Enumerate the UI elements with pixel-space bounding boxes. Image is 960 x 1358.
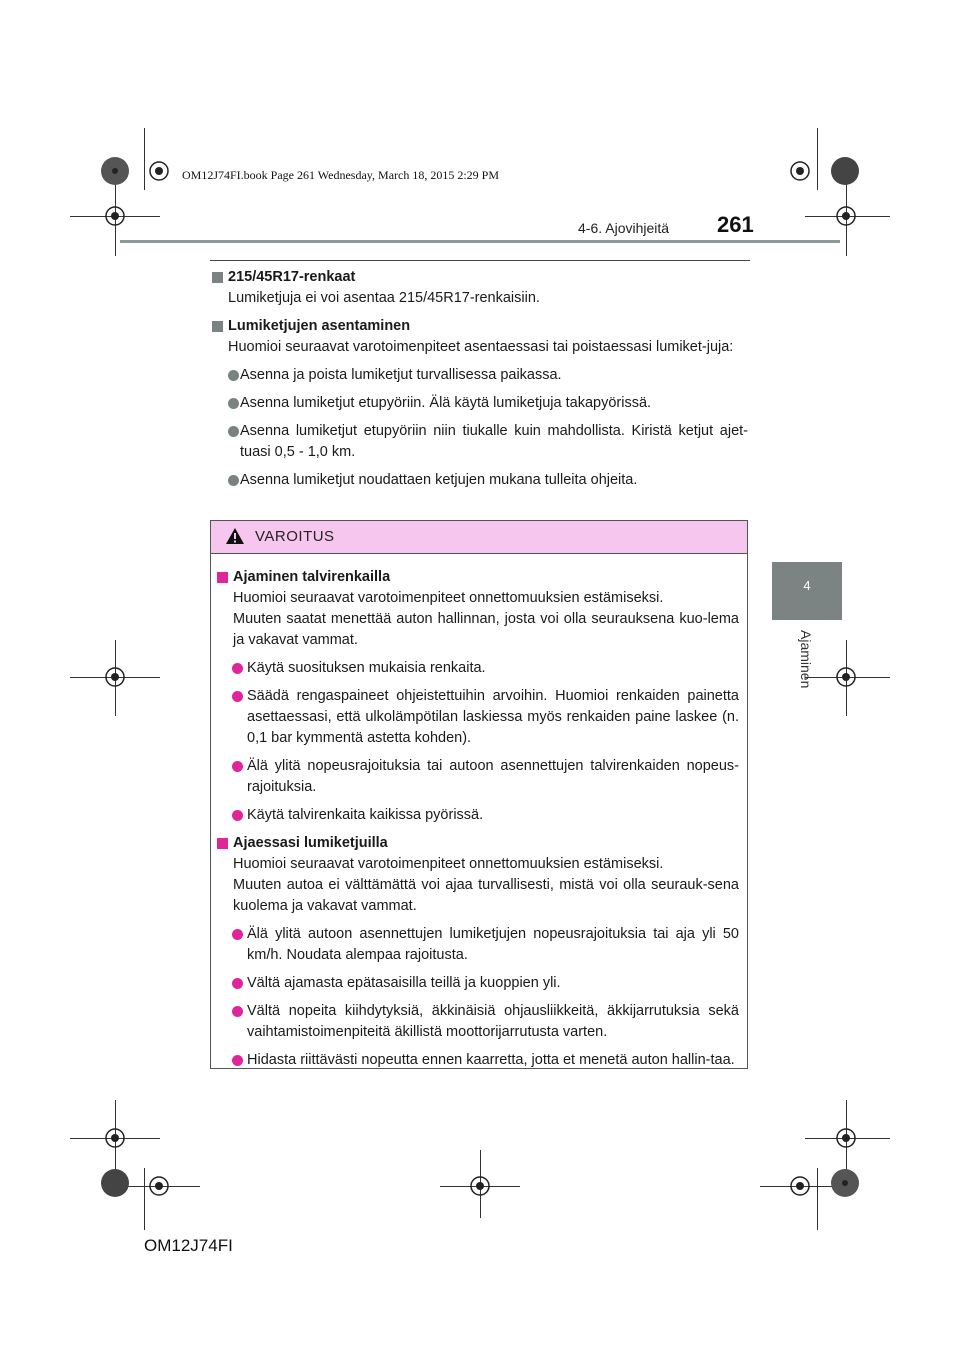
list-item: Vältä nopeita kiihdytyksiä, äkkinäisiä ohjausliikkeitä, äkkijarrutuksia sekä vaihtamistoimenpiteitä äkillistä moottorijarrutusta varten. <box>215 1001 739 1043</box>
section-heading: Lumiketjujen asentaminen <box>210 316 748 337</box>
warning-header <box>211 521 747 554</box>
paragraph: Huomioi seuraavat varotoimenpiteet onnettomuuksien estämiseksi. <box>233 590 664 606</box>
list-item: Asenna lumiketjut noudattaen ketjujen mukana tulleita ohjeita. <box>210 470 748 491</box>
section <box>210 316 748 491</box>
list-item: Asenna ja poista lumiketjut turvallisessa paikassa. <box>210 365 748 386</box>
registration-mark-icon <box>469 1175 491 1197</box>
warning-heading: Ajaessasi lumiketjuilla <box>215 833 739 854</box>
section <box>210 267 748 309</box>
chapter-tab[interactable]: 4 <box>772 562 842 620</box>
registration-mark-icon <box>104 1127 126 1149</box>
list-item: Älä ylitä nopeusrajoituksia tai autoon asennettujen talvirenkaiden nopeus-rajoituksia. <box>215 756 739 798</box>
warning-triangle-icon <box>225 527 245 545</box>
registration-mark-icon <box>835 666 857 688</box>
main-content <box>210 264 748 498</box>
section-heading: 215/45R17-renkaat <box>210 267 748 288</box>
paragraph: Huomioi seuraavat varotoimenpiteet asentaessasi tai poistaessasi lumiket-juja: <box>228 339 734 355</box>
footer-code: OM12J74FI <box>144 1236 233 1255</box>
warning-heading: Ajaminen talvirenkailla <box>215 567 739 588</box>
color-bar-icon <box>100 156 130 186</box>
list-item: Älä ylitä autoon asennettujen lumiketjujen nopeusrajoituksia tai aja yli 50 km/h. Noudata alempaa rajoitusta. <box>215 924 739 966</box>
registration-mark-icon <box>789 160 811 182</box>
list-item: Hidasta riittävästi nopeutta ennen kaarretta, jotta et menetä auton hallin-taa. <box>215 1050 739 1071</box>
warning-title: VAROITUS <box>255 528 335 545</box>
page-number: 261 <box>717 212 754 237</box>
list-item: Asenna lumiketjut etupyöriin niin tiukalle kuin mahdollista. Kiristä ketjut ajet-tuasi 0,5 - 1,0 km. <box>210 421 748 463</box>
chapter-label: Ajaminen <box>798 630 814 689</box>
list-item: Käytä talvirenkaita kaikissa pyörissä. <box>215 805 739 826</box>
warning-body <box>211 554 747 1071</box>
list-item: Vältä ajamasta epätasaisilla teillä ja kuoppien yli. <box>215 973 739 994</box>
list-item: Asenna lumiketjut etupyöriin. Älä käytä lumiketjuja takapyörissä. <box>210 393 748 414</box>
paragraph: Muuten autoa ei välttämättä voi ajaa turvallisesti, mistä voi olla seurauk-sena kuolema ja vakavat vammat. <box>233 877 739 914</box>
color-bar-icon <box>830 1168 860 1198</box>
registration-mark-icon <box>835 1127 857 1149</box>
registration-mark-icon <box>789 1175 811 1197</box>
color-bar-icon <box>830 156 860 186</box>
body-divider <box>210 260 750 261</box>
paragraph: Lumiketjuja ei voi asentaa 215/45R17-renkaisiin. <box>228 290 540 306</box>
header-divider <box>120 240 840 243</box>
color-bar-icon <box>100 1168 130 1198</box>
registration-mark-icon <box>104 205 126 227</box>
paragraph: Huomioi seuraavat varotoimenpiteet onnettomuuksien estämiseksi. <box>233 856 664 872</box>
list-item: Käytä suosituksen mukaisia renkaita. <box>215 658 739 679</box>
warning-box <box>210 520 748 1069</box>
registration-mark-icon <box>835 205 857 227</box>
registration-mark-icon <box>148 160 170 182</box>
registration-mark-icon <box>104 666 126 688</box>
book-header: OM12J74FI.book Page 261 Wednesday, March 18, 2015 2:29 PM <box>182 168 500 182</box>
paragraph: Muuten saatat menettää auton hallinnan, josta voi olla seurauksena kuo-lema ja vakavat vammat. <box>233 611 739 648</box>
registration-mark-icon <box>148 1175 170 1197</box>
section-title: 4-6. Ajovihjeitä <box>578 220 670 236</box>
list-item: Säädä rengaspaineet ohjeistettuihin arvoihin. Huomioi renkaiden painetta asettaessasi, että ulkolämpötilan laskiessa myös renkaiden paine laskee (n. 0,1 bar kymmentä astetta kohden). <box>215 686 739 749</box>
